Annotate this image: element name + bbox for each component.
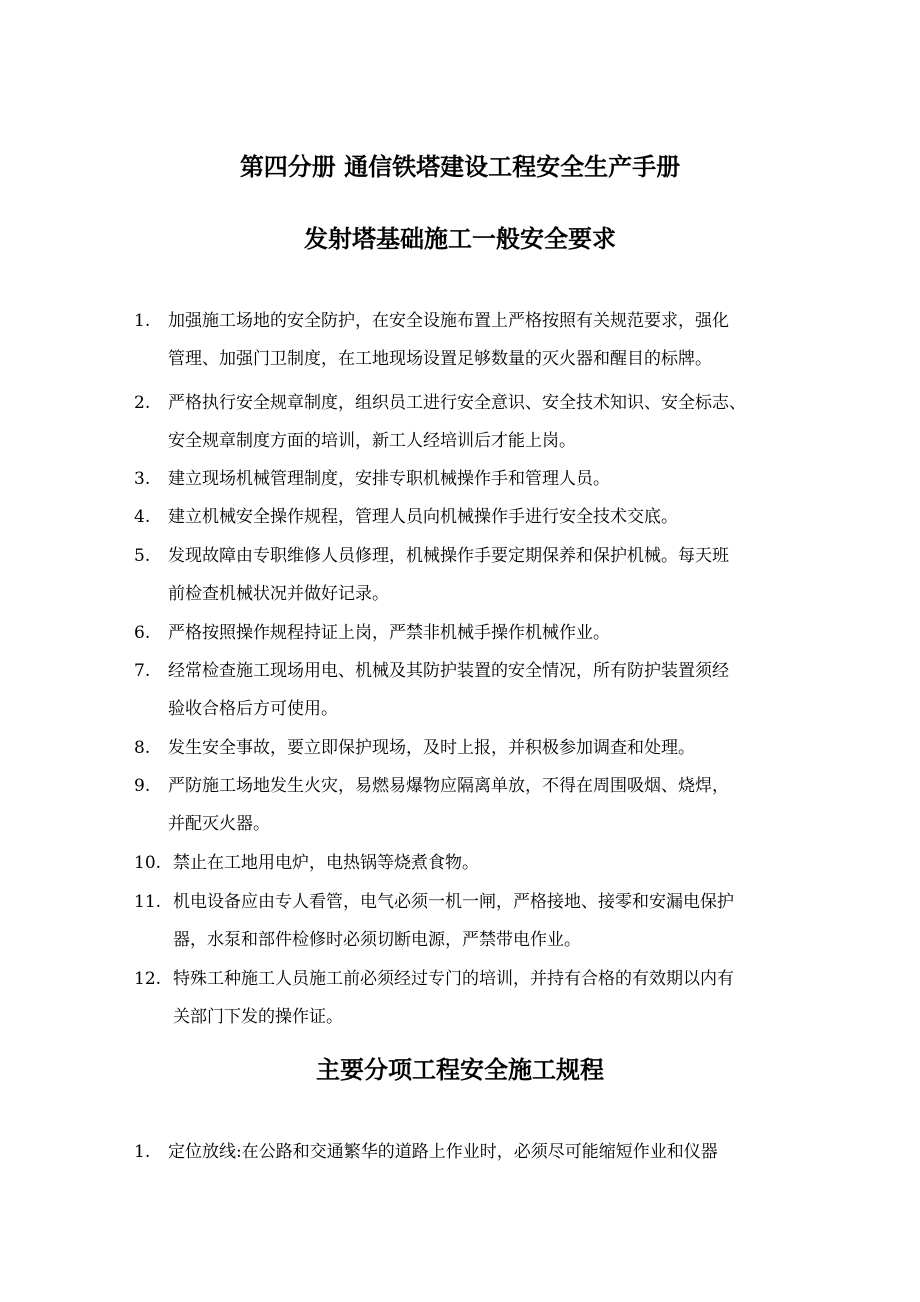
item-text-line: 关部门下发的操作证。 [173, 1007, 343, 1027]
item-number: 10. [134, 853, 162, 873]
item-number: 1. [134, 311, 151, 331]
item-text-line: 安全规章制度方面的培训，新工人经培训后才能上岗。 [168, 431, 576, 451]
item-number: 12. [134, 969, 162, 989]
item-text-line: 定位放线:在公路和交通繁华的道路上作业时，必须尽可能缩短作业和仪器 [168, 1142, 718, 1162]
item-text-line: 禁止在工地用电炉，电热锅等烧煮食物。 [173, 853, 479, 873]
item-text-line: 严格按照操作规程持证上岗，严禁非机械手操作机械作业。 [168, 623, 610, 643]
item-number: 8. [134, 738, 151, 758]
item-text-line: 严防施工场地发生火灾，易燃易爆物应隔离单放，不得在周围吸烟、烧焊， [168, 776, 729, 796]
item-number: 7. [134, 661, 151, 681]
item-text-line: 验收合格后方可使用。 [168, 699, 338, 719]
item-text-line: 特殊工种施工人员施工前必须经过专门的培训，并持有合格的有效期以内有 [173, 969, 734, 989]
item-number: 6. [134, 623, 151, 643]
item-text-line: 前检查机械状况并做好记录。 [168, 584, 389, 604]
item-text-line: 发现故障由专职维修人员修理，机械操作手要定期保养和保护机械。每天班 [168, 546, 729, 566]
item-text-line: 建立机械安全操作规程，管理人员向机械操作手进行安全技术交底。 [168, 507, 678, 527]
item-number: 9. [134, 776, 151, 796]
item-number: 4. [134, 507, 151, 527]
item-number: 5. [134, 546, 151, 566]
document-title: 第四分册 通信铁塔建设工程安全生产手册 [239, 153, 681, 181]
item-number: 3. [134, 469, 151, 489]
item-text-line: 并配灭火器。 [168, 814, 270, 834]
item-number: 11. [134, 892, 162, 912]
item-number: 1. [134, 1142, 151, 1162]
item-text-line: 建立现场机械管理制度，安排专职机械操作手和管理人员。 [168, 469, 610, 489]
item-text-line: 器，水泵和部件检修时必须切断电源，严禁带电作业。 [173, 930, 581, 950]
item-text-line: 管理、加强门卫制度，在工地现场设置足够数量的灭火器和醒目的标牌。 [168, 349, 712, 369]
item-text-line: 机电设备应由专人看管，电气必须一机一闸，严格接地、接零和安漏电保护 [173, 892, 734, 912]
item-text-line: 发生安全事故，要立即保护现场，及时上报，并积极参加调查和处理。 [168, 738, 695, 758]
section-heading-construction-rules: 主要分项工程安全施工规程 [316, 1056, 604, 1084]
item-text-line: 加强施工场地的安全防护，在安全设施布置上严格按照有关规范要求，强化 [168, 311, 729, 331]
item-number: 2. [134, 393, 151, 413]
item-text-line: 严格执行安全规章制度，组织员工进行安全意识、安全技术知识、安全标志、 [168, 393, 746, 413]
section-heading-general-safety: 发射塔基础施工一般安全要求 [304, 225, 616, 253]
item-text-line: 经常检查施工现场用电、机械及其防护装置的安全情况，所有防护装置须经 [168, 661, 729, 681]
